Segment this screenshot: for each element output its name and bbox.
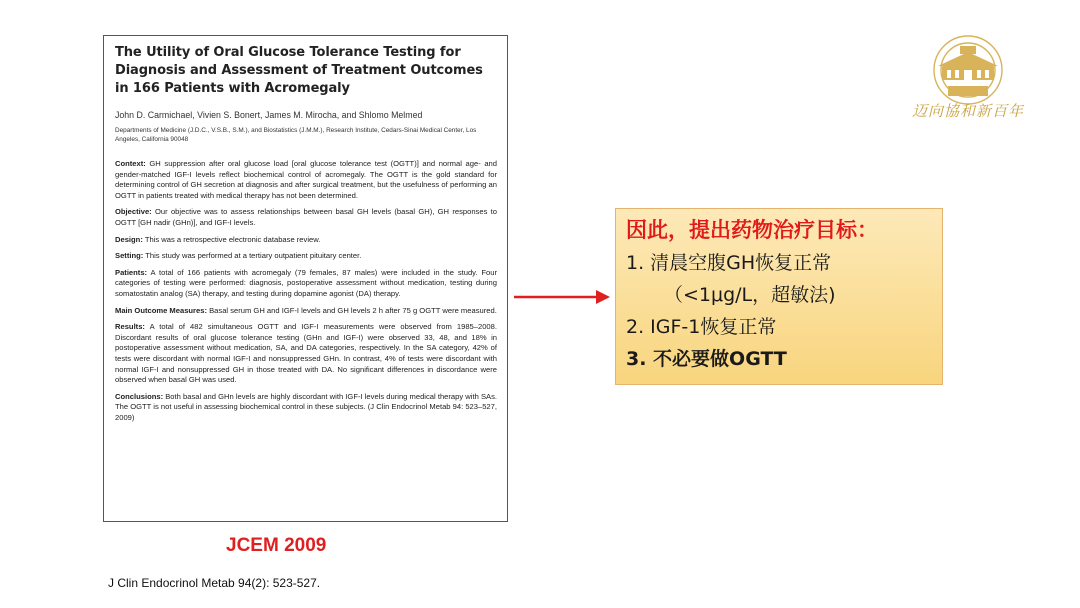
section-label: Design:	[115, 234, 143, 244]
section-setting	[115, 251, 497, 262]
goal-title: 因此，提出药物治疗目标：	[626, 218, 878, 242]
journal-label: JCEM 2009	[226, 535, 327, 556]
goal-item-ogtt: 3. 不必要做OGTT	[626, 348, 787, 370]
section-objective	[115, 207, 497, 228]
section-text: Both basal and GHn levels are highly discordant with IGF-I levels during medical therapy with SAs. The OGTT is not useful in assessing biochemical control in these subjects. (J Clin Endocrinol Metab 94: 523–527, 2009)	[115, 391, 497, 422]
section-text: A total of 482 simultaneous OGTT and IGF-I measurements were observed from 1985–2008. Discordant results of oral glucose tolerance testing (GHn and IGF-I) were observed 33, 48, and 18% in postoperative assessment without medication, SA, and DA categories, respectively. In the SA category, 42% of tests were discordant with normal IGF-I and nonsuppressed GHn. In contrast, 4% of tests were discordant with normal IGF-I and nonsuppressed GH in those treated with DA. No significant differences in discordance were observed when basal GH was used.	[115, 322, 497, 385]
paper-authors: John D. Carmichael, Vivien S. Bonert, James M. Mirocha, and Shlomo Melmed	[115, 110, 423, 120]
section-label: Patients:	[115, 267, 148, 277]
section-results	[115, 322, 497, 386]
section-label: Main Outcome Measures:	[115, 305, 207, 315]
section-label: Results:	[115, 322, 145, 332]
section-text: Our objective was to assess relationships between basal GH levels (basal GH), GH responses to OGTT [GH nadir (GHn)], and IGF-I levels.	[115, 207, 497, 227]
section-text: A total of 166 patients with acromegaly (79 females, 87 males) were included in the study. Four categories of testing were performed: diagnosis, postoperative assessment without medication, testing during somatostatin analog (SA) therapy, and testing during dopamine agonist (DA) therapy.	[115, 267, 497, 298]
right-arrow-icon	[512, 287, 612, 307]
paper-title: The Utility of Oral Glucose Tolerance Testing for Diagnosis and Assessment of Treatment Outcomes in 166 Patients with Acromegaly	[115, 45, 483, 96]
paper-affiliation: Departments of Medicine (J.D.C., V.S.B., S.M.), and Biostatistics (J.M.M.), Research Institute, Cedars-Sinai Medical Center, Los Angeles, California 90048	[115, 127, 477, 143]
goal-item-gh-threshold: （<1μg/L，超敏法)	[664, 284, 836, 306]
treatment-goal-box	[615, 208, 943, 385]
section-label: Objective:	[115, 207, 152, 217]
section-conclusions	[115, 392, 497, 424]
paper-abstract	[103, 35, 508, 522]
section-label: Setting:	[115, 251, 144, 261]
section-text: This was a retrospective electronic database review.	[142, 234, 321, 244]
section-text: GH suppression after oral glucose load [oral glucose tolerance test (OGTT)] and normal age- and gender-matched IGF-I levels reflect biochemical control of acromegaly. The OGTT is the gold standard for determining control of GH secretion at diagnosis and after surgical treatment, but the usefulness of performing an OGTT in patients treated with medical therapy has not been determined.	[115, 159, 497, 200]
logo-slogan: 迈向協和新百年	[911, 102, 1024, 120]
section-label: Conclusions:	[115, 391, 164, 401]
goal-item-gh: 1. 清晨空腹GH恢复正常	[626, 252, 832, 274]
section-context	[115, 159, 497, 201]
section-design	[115, 235, 497, 246]
section-text: This study was performed at a tertiary outpatient pituitary center.	[143, 251, 362, 261]
section-outcome-measures	[115, 306, 497, 317]
section-label: Context:	[115, 159, 146, 168]
citation-text: J Clin Endocrinol Metab 94(2): 523-527.	[108, 576, 321, 590]
section-text: Basal serum GH and IGF-I levels and GH levels 2 h after 75 g OGTT were measured.	[207, 305, 497, 315]
section-patients	[115, 268, 497, 300]
goal-item-igf1: 2. IGF-1恢复正常	[626, 316, 777, 338]
